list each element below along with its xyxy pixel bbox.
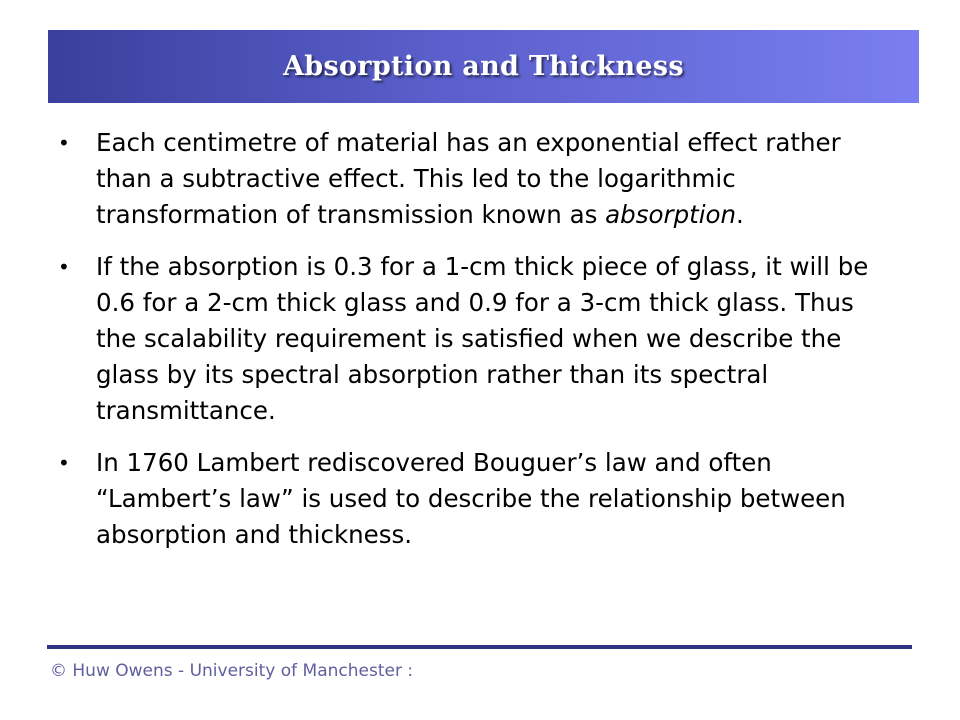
bullet-emphasis: absorption xyxy=(605,200,737,229)
bullet-text-end: . xyxy=(736,200,744,229)
bullet-item xyxy=(58,445,898,553)
footer-copyright: © Huw Owens - University of Manchester : xyxy=(50,661,414,681)
bullet-text: If the absorption is 0.3 for a 1-cm thick piece of glass, it will be 0.6 for a 2-cm thick glass and 0.9 for a 3-cm thick glass. Thus the scalability requirement is satisfied when we describe the glass by its spectral absorption rather than its spectral transmittance. xyxy=(96,252,869,425)
bullet-item xyxy=(58,249,898,429)
bullet-text: Each centimetre of material has an exponential effect rather than a subtractive effect. This led to the logarithmic transformation of transmission known as xyxy=(96,128,841,229)
bullet-point: • xyxy=(58,255,70,279)
bullet-text: In 1760 Lambert rediscovered Bouguer’s law and often “Lambert’s law” is used to describe the relationship between absorption and thickness. xyxy=(96,448,846,549)
bullet-item xyxy=(58,125,898,233)
bullet-list xyxy=(58,125,898,569)
bullet-point: • xyxy=(58,131,70,155)
footer-divider xyxy=(47,645,912,649)
title-bar xyxy=(48,30,919,103)
slide-title: Absorption and Thickness xyxy=(283,51,684,82)
bullet-point: • xyxy=(58,451,70,475)
